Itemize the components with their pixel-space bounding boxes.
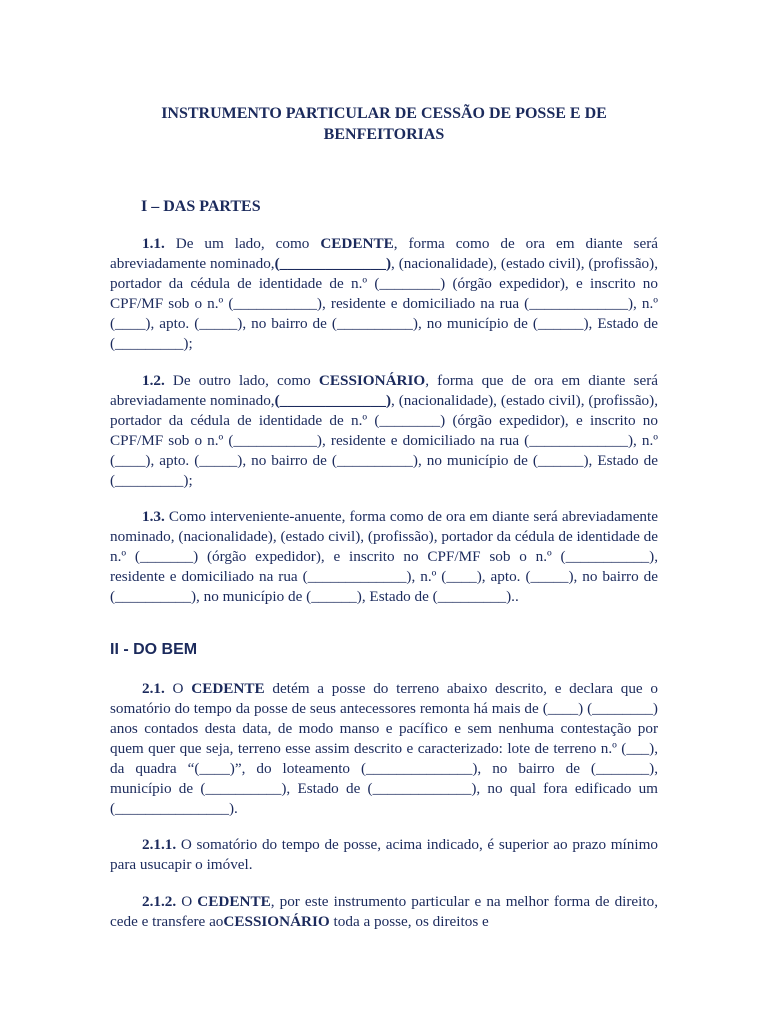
party-cessionario: CESSIONÁRIO (318, 372, 426, 389)
clause-number: 1.1. (142, 235, 165, 252)
clause-text: toda a posse, os direitos e (329, 913, 489, 930)
clause-2-1 (110, 679, 658, 819)
name-blank: (______________) (274, 392, 392, 409)
clause-1-1 (110, 234, 658, 354)
clause-text: De outro lado, como (164, 372, 319, 389)
clause-text: De um lado, como (164, 235, 321, 252)
party-cedente: CEDENTE (197, 893, 271, 910)
clause-text: detém a posse do terreno abaixo descrito, e declara que o somatório do tempo da posse de seus antecessores remonta há mais de (____) (________) anos contados desta data, de modo manso e pacífico e sem nenhuma contestação por quem quer que seja, terreno esse assim descrito e caracterizado: lote de terreno n.º (___), da quadra “(____)”, do loteamento (______________), no bairro de (_______), município de (__________), Estado de (_____________), no qual fora edificado um (_______________). (110, 680, 659, 817)
clause-number: 2.1.1. (142, 836, 177, 853)
clause-text: O (164, 680, 192, 697)
clause-2-1-2 (110, 892, 658, 932)
clause-number: 2.1.2. (142, 893, 177, 910)
clause-text: , forma que de ora em diante será abreviadamente nominado, (110, 372, 658, 409)
clause-number: 1.2. (142, 372, 165, 389)
party-cedente: CEDENTE (191, 680, 265, 697)
clause-2-1-1 (110, 835, 658, 875)
section-heading-property: II - DO BEM (110, 641, 198, 658)
clause-number: 1.3. (142, 508, 165, 525)
clause-1-2 (110, 371, 658, 491)
party-cedente: CEDENTE (320, 235, 394, 252)
clause-1-3 (110, 507, 658, 607)
clause-text: , por este instrumento particular e na melhor forma de direito, cede e transfere ao (110, 893, 659, 930)
clause-number: 2.1. (142, 680, 165, 697)
clause-text: , forma como de ora em diante será abreviadamente nominado, (110, 235, 658, 272)
clause-text: O (176, 893, 198, 910)
clause-text: Como interveniente-anuente, forma como de ora em diante será abreviadamente nominado, (nacionalidade), (estado civil), (profissão), portador da cédula de identidade de n.º (_______) (órgão expedidor), e inscrito no CPF/MF sob o n.º (___________), residente e domiciliado na rua (_____________), n.º (____), apto. (_____), no bairro de (__________), no município de (______), Estado de (_________).. (110, 508, 658, 605)
party-cessionario: CESSIONÁRIO (223, 913, 330, 930)
document-title: INSTRUMENTO PARTICULAR DE CESSÃO DE POSSE E DE BENFEITORIAS (161, 105, 607, 143)
clause-text: O somatório do tempo de posse, acima indicado, é superior ao prazo mínimo para usucapir o imóvel. (110, 836, 658, 873)
name-blank: (______________) (274, 255, 392, 272)
clause-text: , (nacionalidade), (estado civil), (profissão), portador da cédula de identidade de n.º (________) (órgão expedidor), e inscrito no CPF/MF sob o n.º (___________), residente e domiciliado na rua (_____________), n.º (____), apto. (_____), no bairro de (__________), no município de (______), Estado de (_________); (110, 255, 659, 352)
clause-text: , (nacionalidade), (estado civil), (profissão), portador da cédula de identidade de n.º (________) (órgão expedidor), e inscrito no CPF/MF sob o n.º (___________), residente e domiciliado na rua (_____________), n.º (____), apto. (_____), no bairro de (__________), no município de (______), Estado de (_________); (110, 392, 659, 489)
section-heading-parties: I – DAS PARTES (141, 198, 261, 215)
